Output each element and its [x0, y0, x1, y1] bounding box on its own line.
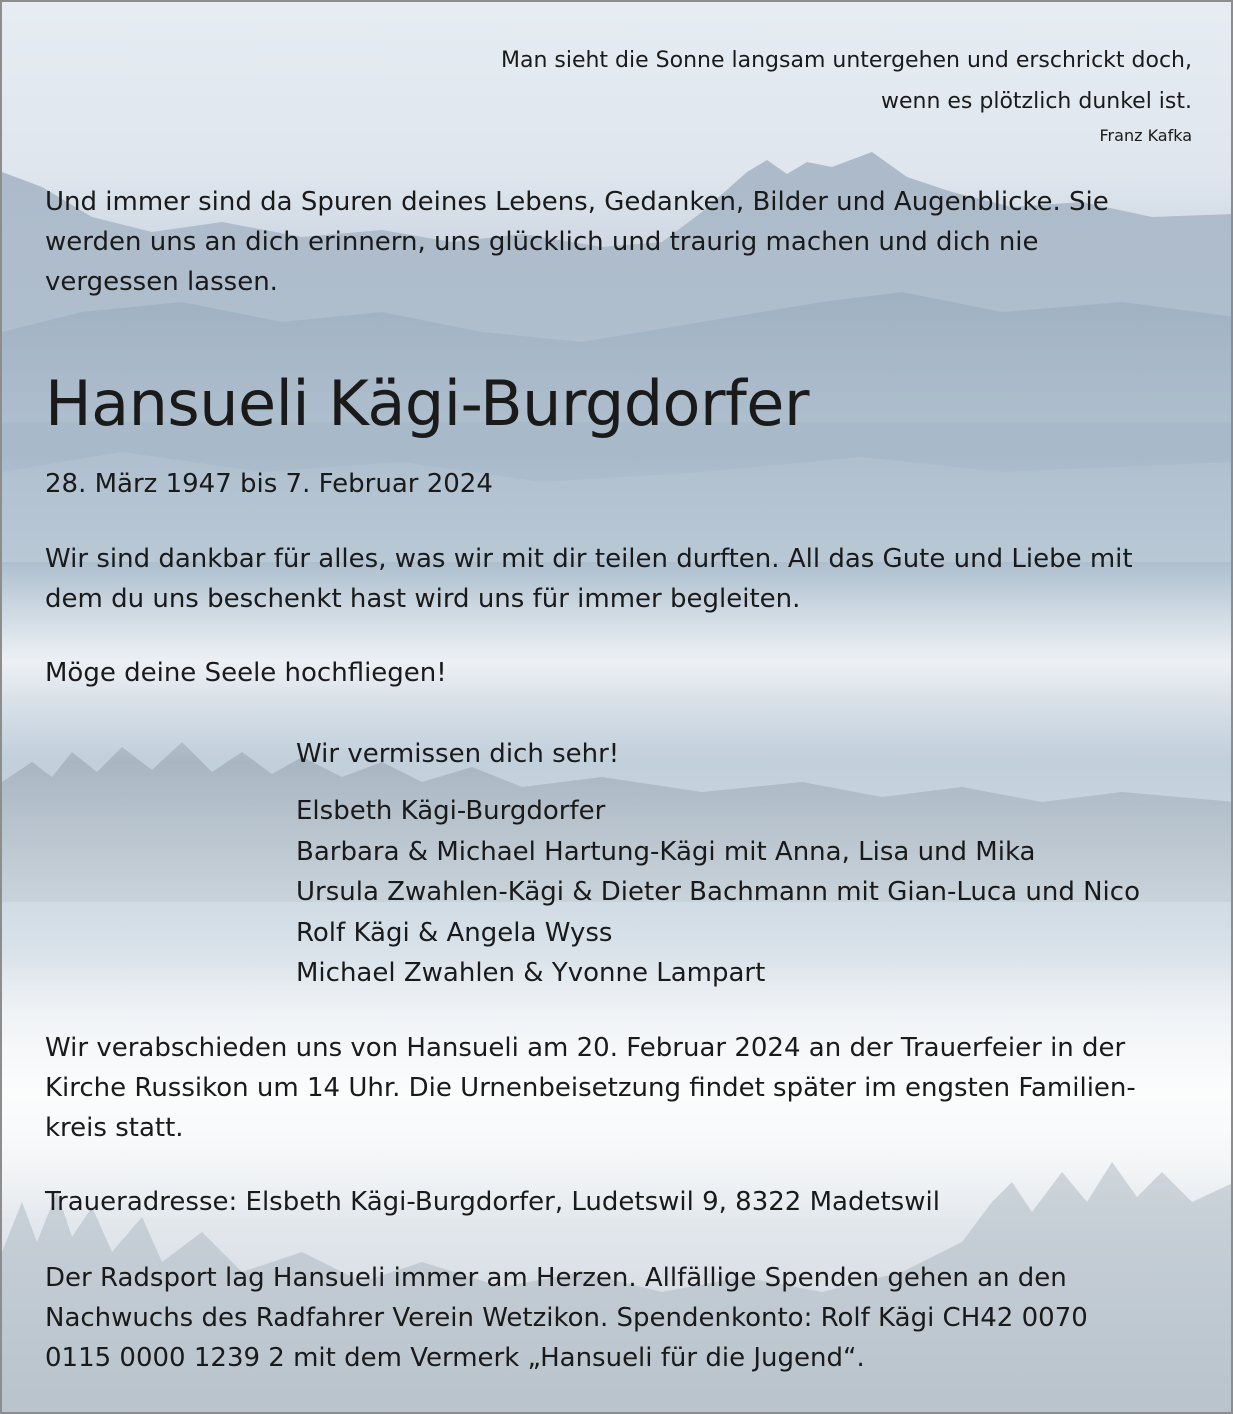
- quote-author: Franz Kafka: [1099, 126, 1192, 145]
- mourner-entry: Barbara & Michael Hartung-Kägi mit Anna, Lisa und Mika: [296, 836, 1036, 867]
- donation-line: 0115 0000 1239 2 mit dem Vermerk „Hansueli für die Jugend“.: [45, 1343, 865, 1373]
- ceremony-paragraph: [45, 1028, 1136, 1148]
- mourners-heading: Wir vermissen dich sehr!: [296, 739, 620, 769]
- mourner-entry: Ursula Zwahlen-Kägi & Dieter Bachmann mit Gian-Luca und Nico: [296, 877, 1140, 907]
- mourner-entry: Michael Zwahlen & Yvonne Lampart: [296, 958, 766, 988]
- donation-line: Der Radsport lag Hansueli immer am Herzen. Allfällige Spenden gehen an den: [45, 1263, 1067, 1293]
- mourner-entry: Elsbeth Kägi-Burgdorfer: [296, 796, 606, 826]
- gratitude-line: dem du uns beschenkt hast wird uns für immer begleiten.: [45, 584, 801, 614]
- gratitude-line: Wir sind dankbar für alles, was wir mit dir teilen durften. All das Gute und Liebe mit: [45, 544, 1133, 574]
- intro-paragraph: [45, 182, 1109, 302]
- donation-paragraph: [45, 1258, 1088, 1378]
- mourning-address: Traueradresse: Elsbeth Kägi-Burgdorfer, Ludetswil 9, 8322 Madetswil: [45, 1187, 940, 1217]
- mourner-entry: Rolf Kägi & Angela Wyss: [296, 917, 613, 948]
- ceremony-line: Kirche Russikon um 14 Uhr. Die Urnenbeisetzung findet später im engsten Familien-: [45, 1073, 1136, 1103]
- intro-line: werden uns an dich erinnern, uns glücklich und traurig machen und dich nie: [45, 227, 1039, 257]
- ceremony-line: Wir verabschieden uns von Hansueli am 20. Februar 2024 an der Trauerfeier in der: [45, 1033, 1126, 1063]
- ceremony-line: kreis statt.: [45, 1113, 184, 1143]
- life-dates: 28. März 1947 bis 7. Februar 2024: [45, 469, 493, 499]
- kafka-quote: [501, 40, 1192, 122]
- deceased-name: Hansueli Kägi-Burgdorfer: [45, 367, 809, 440]
- gratitude-paragraph: [45, 539, 1133, 619]
- donation-line: Nachwuchs des Radfahrer Verein Wetzikon. Spendenkonto: Rolf Kägi CH42 0070: [45, 1303, 1088, 1333]
- mourners-list: [296, 791, 1140, 994]
- intro-line: Und immer sind da Spuren deines Lebens, Gedanken, Bilder und Augenblicke. Sie: [45, 187, 1109, 217]
- quote-line: Man sieht die Sonne langsam untergehen und erschrickt doch,: [500, 48, 1192, 73]
- quote-line: wenn es plötzlich dunkel ist.: [880, 89, 1192, 114]
- farewell-wish: Möge deine Seele hochfliegen!: [45, 658, 447, 688]
- intro-line: vergessen lassen.: [45, 267, 278, 297]
